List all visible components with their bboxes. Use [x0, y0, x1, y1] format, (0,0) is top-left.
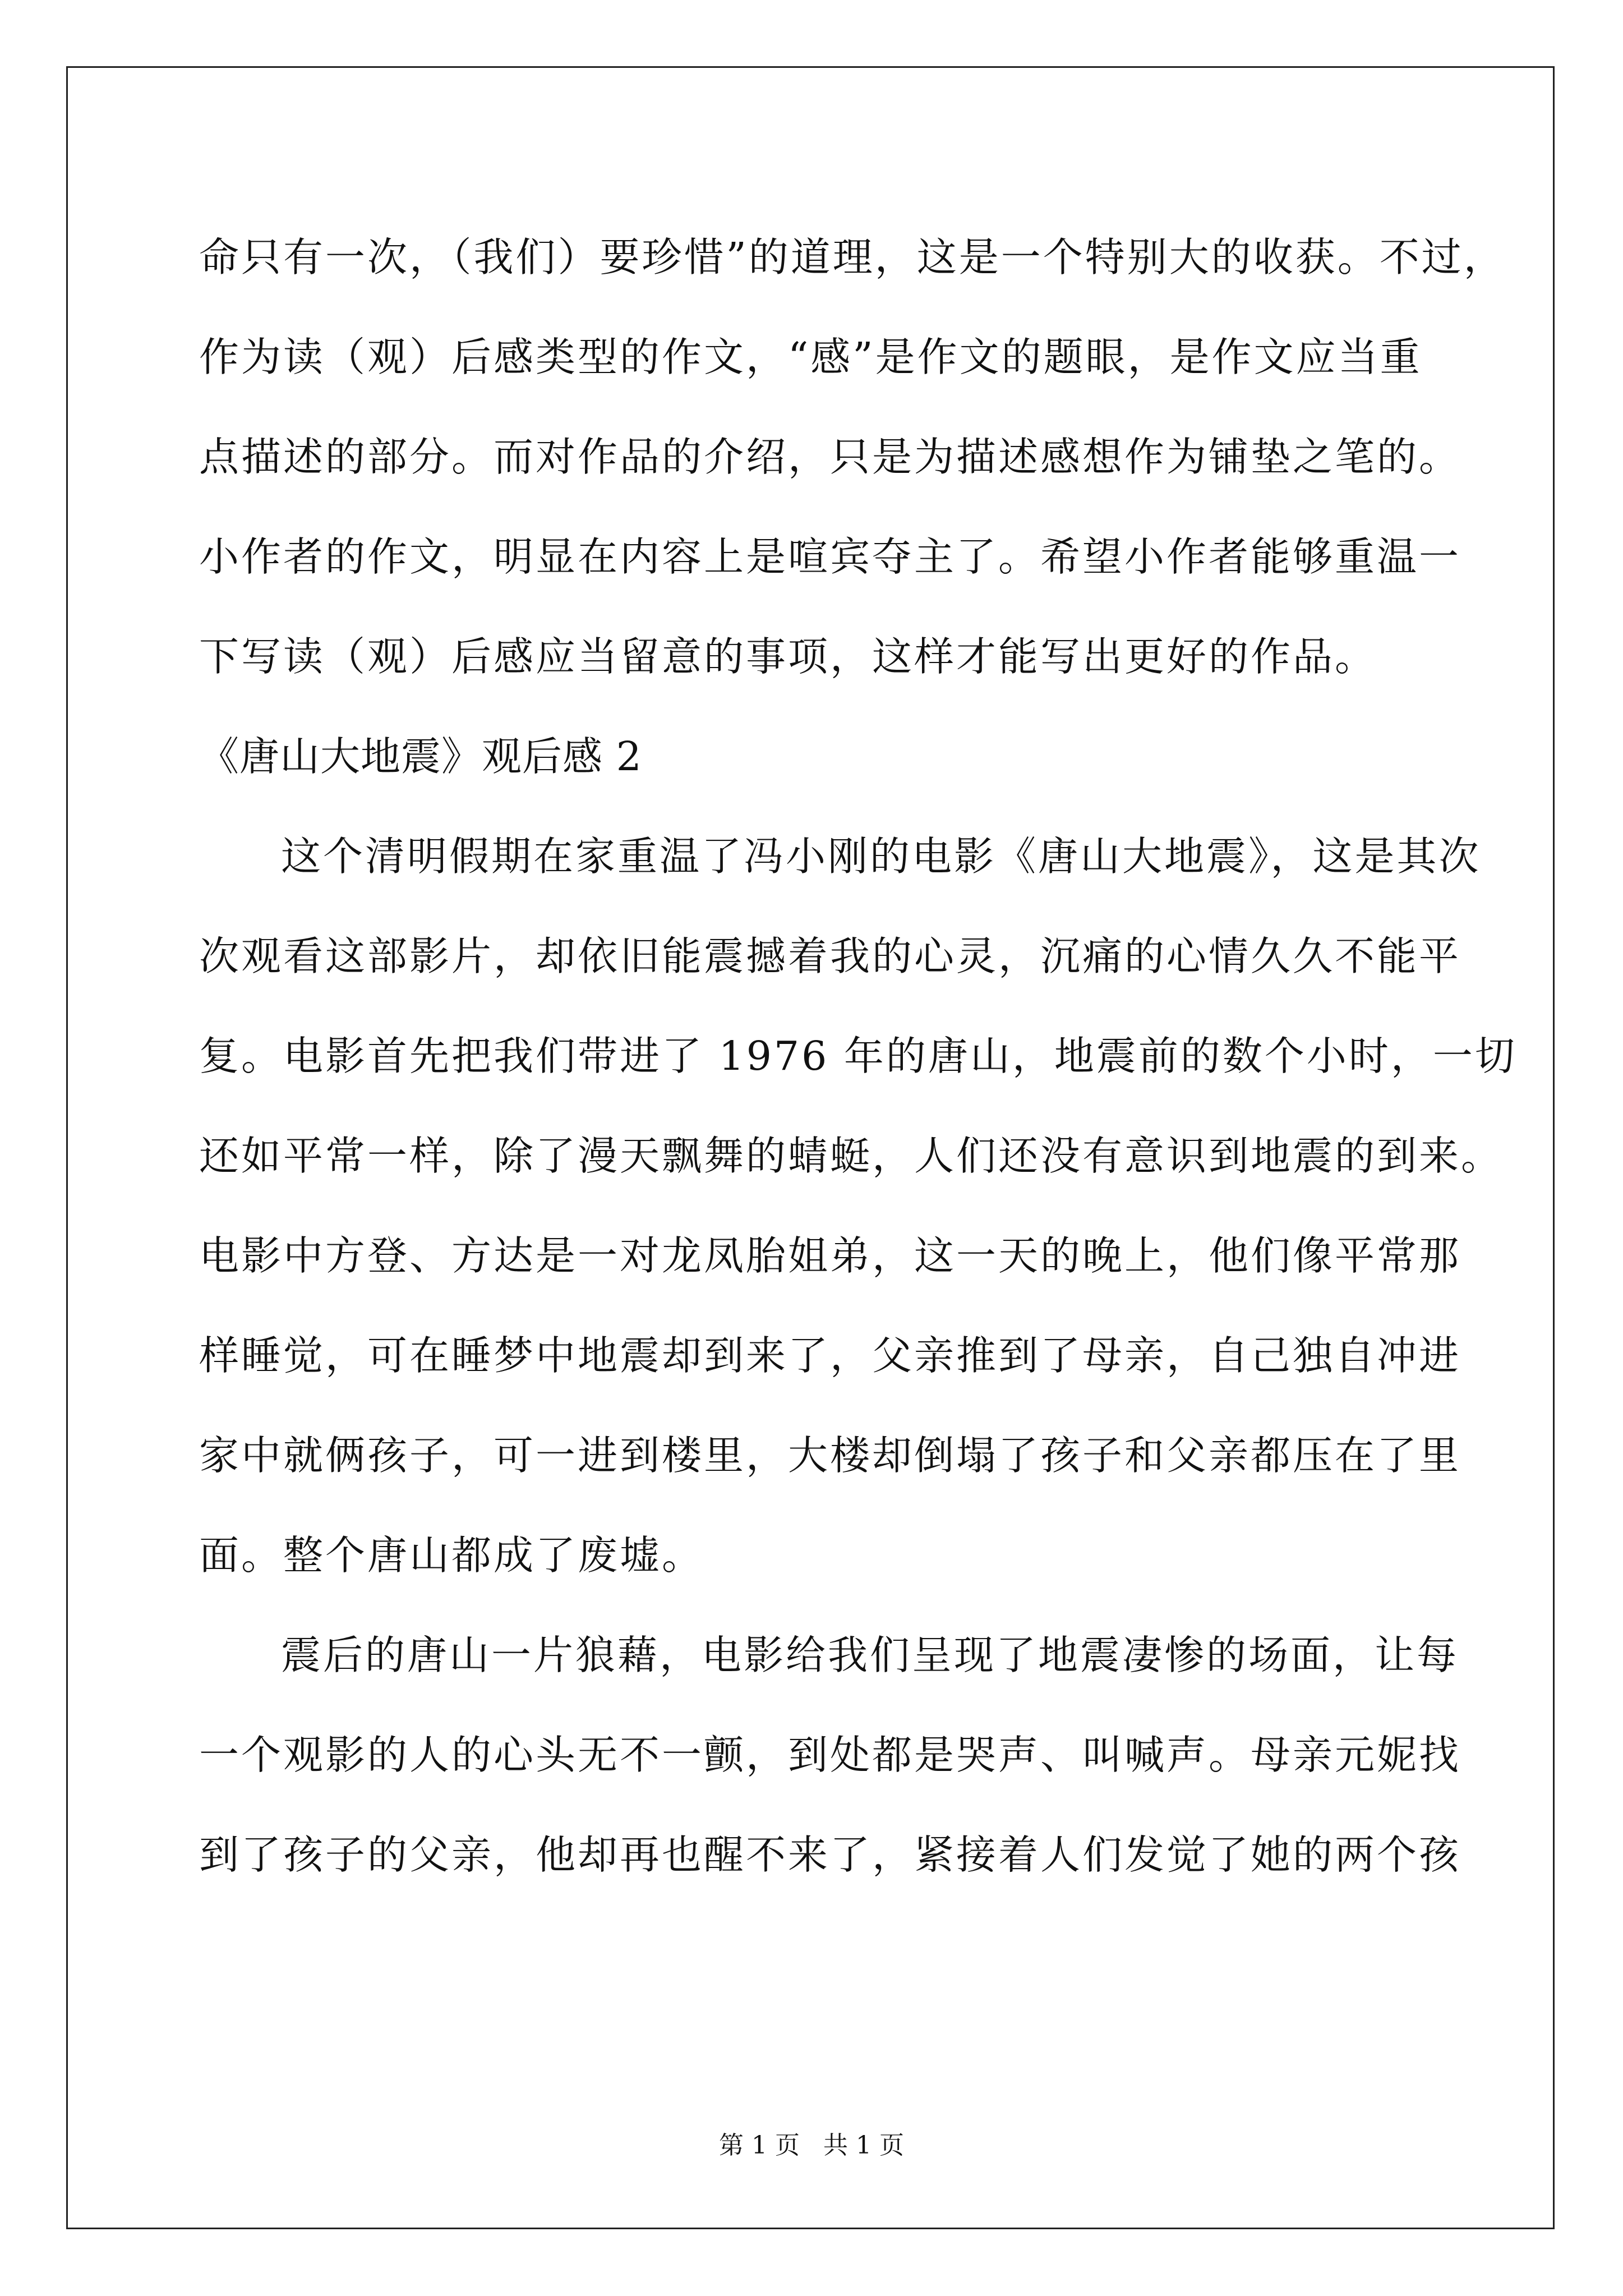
- text-line: 一个观影的人的心头无不一颤，到处都是哭声、叫喊声。母亲元妮找: [199, 1732, 1461, 1778]
- paragraph-first-line: 震后的唐山一片狼藉，电影给我们呈现了地震凄惨的场面，让每: [281, 1632, 1459, 1678]
- text-line: 家中就俩孩子，可一进到楼里，大楼却倒塌了孩子和父亲都压在了里: [199, 1432, 1461, 1479]
- text-line: 还如平常一样，除了漫天飘舞的蜻蜓，人们还没有意识到地震的到来。: [199, 1133, 1504, 1179]
- text-line: 电影中方登、方达是一对龙凤胎姐弟，这一天的晚上，他们像平常那: [199, 1232, 1461, 1279]
- text-line: 次观看这部影片，却依旧能震撼着我的心灵，沉痛的心情久久不能平: [199, 933, 1461, 979]
- text-line: 下写读（观）后感应当留意的事项，这样才能写出更好的作品。: [199, 633, 1377, 680]
- section-heading: 《唐山大地震》观后感 2: [199, 733, 642, 780]
- text-line: 复。电影首先把我们带进了 1976 年的唐山，地震前的数个小时，一切: [199, 1033, 1517, 1079]
- page-footer: [0, 2129, 1623, 2162]
- text-line: 小作者的作文，明显在内容上是喧宾夺主了。希望小作者能够重温一: [199, 533, 1461, 580]
- text-line: 面。整个唐山都成了废墟。: [199, 1532, 704, 1579]
- page-number: 第 1 页: [719, 2131, 800, 2160]
- text-line: 样睡觉，可在睡梦中地震却到来了，父亲推到了母亲，自己独自冲进: [199, 1332, 1461, 1379]
- document-body: [199, 208, 1517, 1905]
- paragraph-first-line: 这个清明假期在家重温了冯小刚的电影《唐山大地震》，这是其次: [281, 833, 1481, 880]
- text-line: 作为读（观）后感类型的作文，“感”是作文的题眼，是作文应当重: [199, 334, 1422, 380]
- page-total: 共 1 页: [823, 2131, 904, 2160]
- text-line: 到了孩子的父亲，他却再也醒不来了，紧接着人们发觉了她的两个孩: [199, 1832, 1461, 1878]
- text-line: 点描述的部分。而对作品的介绍，只是为描述感想作为铺垫之笔的。: [199, 434, 1461, 480]
- text-line: 命只有一次，（我们）要珍惜”的道理，这是一个特别大的收获。不过，: [199, 234, 1506, 280]
